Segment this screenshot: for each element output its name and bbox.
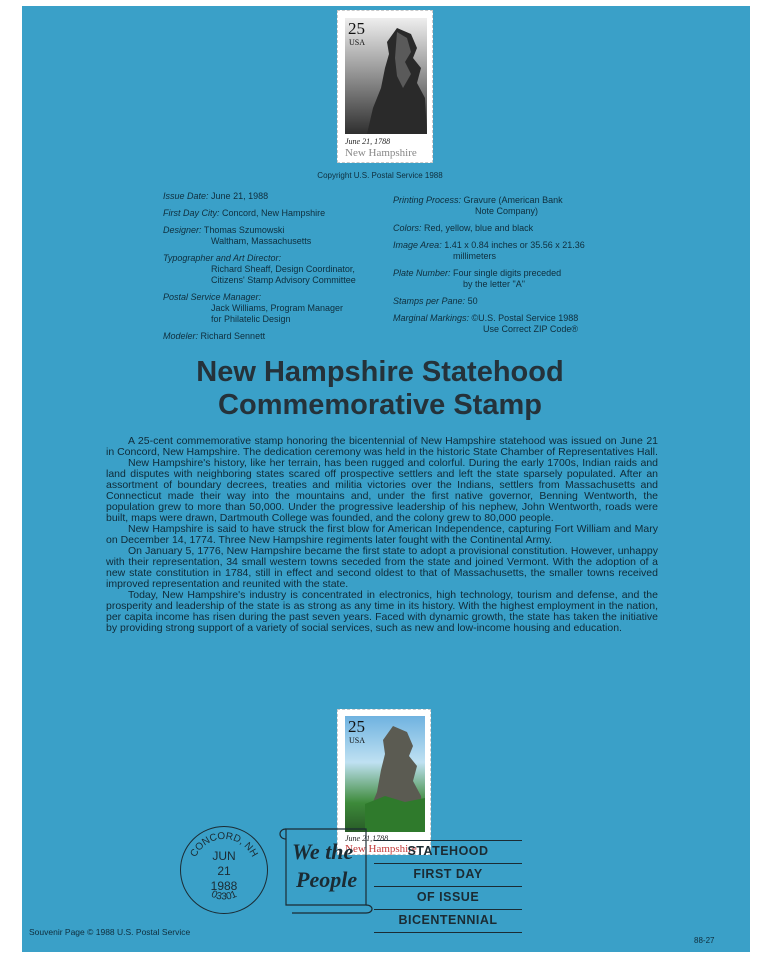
postmark-year: 1988 (210, 879, 238, 893)
old-man-of-the-mountain-icon (365, 726, 425, 832)
stamp-bottom-denomination: 25 (348, 717, 365, 736)
plate-value-2: by the letter "A" (463, 279, 525, 289)
manager-dept: for Philatelic Design (211, 314, 291, 324)
paragraph: New Hampshire's history, like her terrain, has been rugged and colorful. During the early 1700s, Indian raids and land disputes with neighboring states scared off prospective settlers and left the state sparsely populated. After an assortment of boundary decrees, treaties and militia victories over the Indians, settlers from Massachusetts and Connecticut made their way into the mountains and, under the first native governor, Benning Wentworth, the population grew to more than 50,000. Under the progressive leadership of his nephew, John Wentworth, roads were built, maps were drawn, Dartmouth College was founded, and the colony grew to 80,000 people. (106, 457, 658, 524)
postmark-city: CONCORD, NH (188, 830, 260, 860)
image-area-value: 1.41 x 0.84 inches or 35.56 x 21.36 (444, 240, 585, 250)
designer-value: Thomas Szumowski (203, 225, 285, 235)
image-area-value-2: millimeters (453, 251, 497, 261)
stamps-per-pane-label: Stamps per Pane: (393, 296, 466, 306)
postmark (180, 826, 268, 914)
issue-date-label: Issue Date: (163, 191, 209, 201)
cancel-line: OF ISSUE (374, 886, 522, 909)
paragraph: New Hampshire is said to have struck the first blow for American Independence, capturing Fort William and Mary on December 14, 1774. Three New Hampshire regiments later fought with the Continental Army. (106, 523, 658, 546)
cancel-line: BICENTENNIAL (374, 909, 522, 933)
typographer-label: Typographer and Art Director: (163, 253, 282, 263)
scroll-line-2: People (296, 867, 358, 892)
footer-souvenir: Souvenir Page © 1988 U.S. Postal Service (29, 927, 191, 937)
stamp-top-country: USA (349, 38, 366, 47)
colors-label: Colors: (393, 223, 422, 233)
plate-label: Plate Number: (393, 268, 451, 278)
stamp-bottom-date: June 21,1788 (345, 834, 389, 843)
marginal-value: ©U.S. Postal Service 1988 (471, 313, 579, 323)
image-area-label: Image Area: (393, 240, 442, 250)
postmark-day: 21 (217, 864, 231, 878)
scroll-line-1: We the (292, 839, 354, 864)
postmark-month: JUN (212, 849, 236, 863)
manager-label: Postal Service Manager: (163, 292, 262, 302)
modeler-label: Modeler: (163, 331, 199, 341)
footer-code: 88-27 (694, 936, 715, 945)
typographer-org: Citizens' Stamp Advisory Committee (211, 275, 356, 285)
cancel-line: STATEHOOD (374, 840, 522, 863)
old-man-of-the-mountain-icon (367, 28, 427, 134)
title-line-2: Commemorative Stamp (218, 389, 542, 421)
designer-city: Waltham, Massachusetts (211, 236, 312, 246)
modeler-value: Richard Sennett (200, 331, 266, 341)
paragraph: Today, New Hampshire's industry is concentrated in electronics, high technology, tourism and defense, and the prosperity and leadership of the state is as strong as any time in its history. With the highest employment in the nation, per capita income has risen during the past seven years. Faced with dynamic growth, the state has taken the initiative by providing strong support of a variety of social services, such as new and low-income housing and education. (106, 589, 658, 634)
plate-value: Four single digits preceded (453, 268, 562, 278)
typographer-value: Richard Sheaff, Design Coordinator, (211, 264, 355, 274)
stamp-top-state: New Hampshire (345, 147, 417, 159)
stamp-top-date: June 21, 1788 (345, 137, 391, 146)
printing-value: Gravure (American Bank (463, 195, 563, 205)
cancellation-lines (374, 840, 522, 933)
stamp-bottom-country: USA (349, 736, 366, 745)
stamps-per-pane-value: 50 (467, 296, 478, 306)
details-right (393, 195, 585, 335)
stamp-top (337, 10, 433, 163)
page-title (0, 356, 760, 422)
we-the-people-scroll (278, 825, 374, 915)
copyright-line: Copyright U.S. Postal Service 1988 (317, 171, 443, 180)
body-text (106, 436, 658, 634)
marginal-value-2: Use Correct ZIP Code® (483, 324, 578, 334)
issue-date-value: June 21, 1988 (211, 191, 269, 201)
postmark-zip: 03301 (209, 888, 239, 903)
cancel-line: FIRST DAY (374, 863, 522, 886)
paragraph: A 25-cent commemorative stamp honoring the bicentennial of New Hampshire statehood was issued on June 21 in Concord, New Hampshire. The dedication ceremony was held in the historic State Chamber of Representatives Hall. (106, 435, 658, 458)
stamp-bottom-artwork (345, 716, 425, 832)
colors-value: Red, yellow, blue and black (424, 223, 534, 233)
first-day-city-label: First Day City: (163, 208, 220, 218)
printing-label: Printing Process: (393, 195, 462, 205)
stamp-top-artwork (345, 18, 427, 134)
stamp-top-denomination: 25 (348, 19, 365, 38)
title-line-1: New Hampshire Statehood (196, 356, 564, 388)
stamp-bottom-state: New Hampshire (345, 843, 417, 855)
first-day-city-value: Concord, New Hampshire (222, 208, 326, 218)
manager-value: Jack Williams, Program Manager (211, 303, 344, 313)
details-left (163, 191, 356, 342)
paragraph: On January 5, 1776, New Hampshire became the first state to adopt a provisional constitution. However, unhappy with their representation, 34 small western towns seceded from the state and joined Vermont. With the adoption of a new state constitution in 1784, still in effect and second oldest to that of Massachusetts, the smaller towns received improved representation and reunited with the state. (106, 545, 658, 590)
marginal-label: Marginal Markings: (393, 313, 470, 323)
designer-label: Designer: (163, 225, 202, 235)
printing-value-2: Note Company) (475, 206, 539, 216)
